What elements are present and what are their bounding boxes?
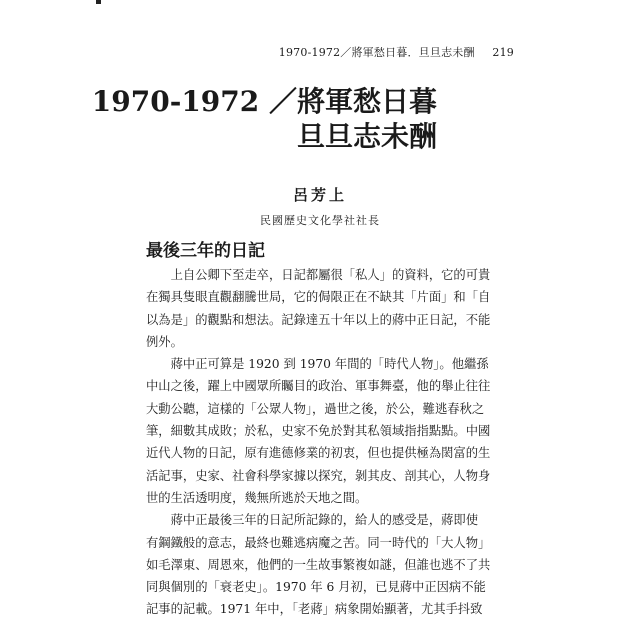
running-title: 1970-1972／將軍愁日暮．旦旦志未酬 (278, 46, 475, 59)
paragraph (146, 509, 491, 620)
text-line: 上自公卿下至走卒，日記都屬很「私人」的資料，它的可貴 (146, 268, 491, 282)
author-affiliation: 民國歷史文化學社社長 (260, 214, 380, 227)
text-line: 活記事，史家、社會科學家據以探究，剝其皮、剖其心，人物身 (146, 468, 491, 483)
text-line: 筆，細數其成敗；於私，史家不免於對其私領域指指點點。中國 (146, 424, 491, 439)
text-line: 世的生活透明度，幾無所逃於天地之間。 (146, 490, 368, 505)
text-line: 有鋼鐵般的意志，最終也難逃病魔之苦。同一時代的「大人物」 (146, 535, 491, 550)
text-line: 中山之後，躍上中國眾所矚目的政治、軍事舞臺，他的舉止往往 (146, 379, 491, 394)
text-line: 近代人物的日記，原有進德修業的初衷，但也提供極為閎富的生 (146, 446, 491, 461)
chapter-title-line-1: 1970-1972 ／將軍愁日暮 (91, 85, 437, 118)
chapter-title-line-2: 旦旦志未酬 (296, 120, 437, 153)
text-line: 蔣中正最後三年的日記所記錄的，給人的感受是，蔣即使 (146, 513, 479, 528)
author-name: 呂芳上 (292, 186, 347, 204)
paragraph (146, 264, 491, 353)
section-heading: 最後三年的日記 (146, 241, 265, 261)
text-line: 同與個別的「衰老史」。1970 年 6 月初，已見蔣中正因病不能 (146, 580, 486, 595)
body-text (146, 264, 491, 621)
text-line: 蔣中正可算是 1920 到 1970 年間的「時代人物」。他繼孫 (146, 357, 489, 372)
page-number: 219 (492, 46, 514, 59)
running-header (0, 44, 514, 60)
paragraph (146, 353, 491, 509)
text-line: 例外。 (146, 334, 183, 349)
text-line: 如毛澤東、周恩來，他們的一生故事繁複如謎，但誰也逃不了共 (146, 557, 491, 572)
text-line: 記事的記載。1971 年中，「老蔣」病象開始顯著，尤其手抖致 (146, 602, 483, 617)
crop-mark (96, 0, 101, 4)
text-line: 在獨具隻眼直觀翻騰世局，它的侷限正在不缺其「片面」和「自 (146, 290, 491, 305)
text-line: 大動公聽，這樣的「公眾人物」，過世之後，於公，難逃春秋之 (146, 401, 485, 416)
text-line: 以為是」的觀點和想法。記錄達五十年以上的蔣中正日記，不能 (146, 312, 491, 327)
chapter-title (0, 84, 437, 154)
